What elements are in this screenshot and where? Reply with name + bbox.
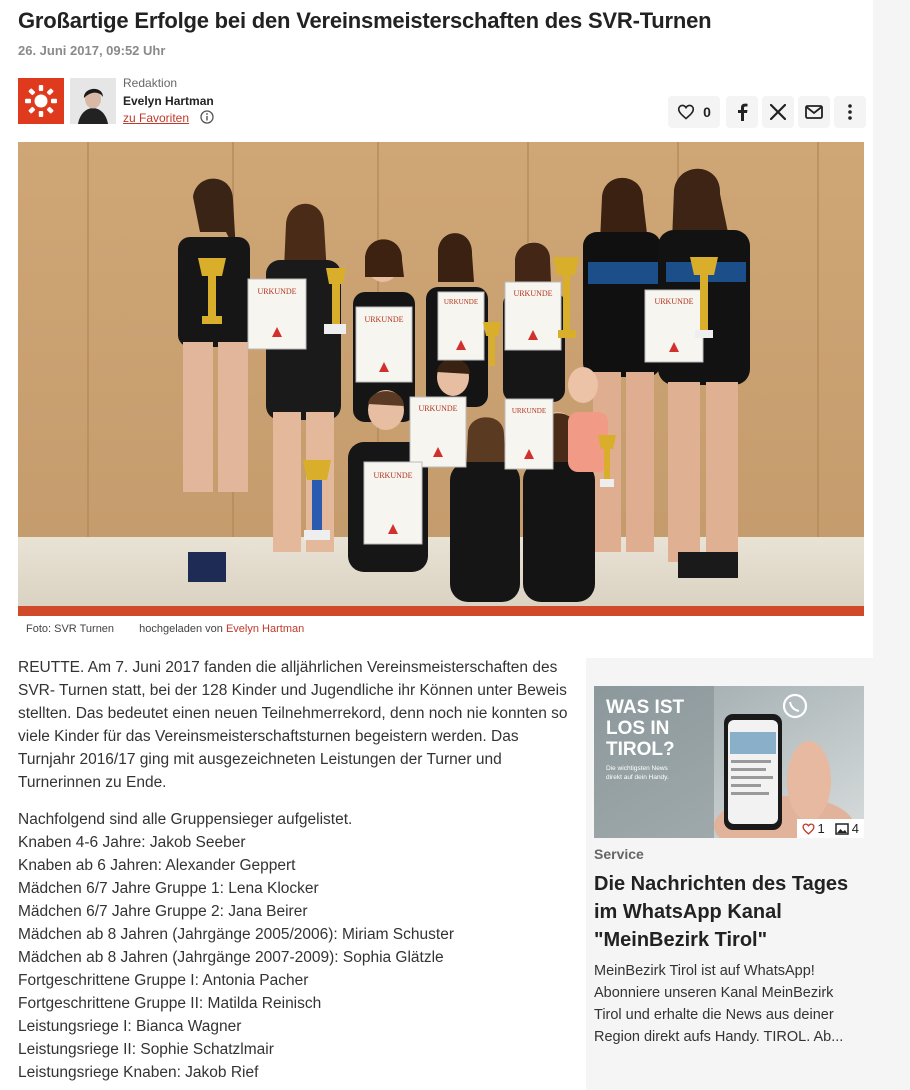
article-date: 26. Juni 2017, 09:52 Uhr bbox=[18, 43, 166, 58]
winner-list-item: Leistungsriege I: Bianca Wagner bbox=[18, 1018, 242, 1035]
winner-list-item: Knaben ab 6 Jahren: Alexander Geppert bbox=[18, 857, 296, 874]
svg-text:URKUNDE: URKUNDE bbox=[373, 471, 413, 480]
promo-image[interactable] bbox=[594, 686, 864, 838]
heart-icon bbox=[677, 104, 695, 120]
winner-list-item: Mädchen 6/7 Jahre Gruppe 1: Lena Klocker bbox=[18, 880, 319, 897]
article-body bbox=[18, 656, 578, 1084]
facebook-icon bbox=[735, 103, 749, 121]
promo-like-count: 1 bbox=[817, 821, 825, 836]
svg-text:URKUNDE: URKUNDE bbox=[654, 297, 694, 306]
promo-image-count: 4 bbox=[851, 821, 859, 836]
svg-text:Die wichtigsten News: Die wichtigsten News bbox=[606, 765, 668, 772]
add-to-favorites-link[interactable]: zu Favoriten bbox=[123, 111, 190, 125]
photo-caption bbox=[26, 623, 304, 635]
author-role: Redaktion bbox=[123, 76, 178, 90]
winner-list-item: Fortgeschrittene Gruppe I: Antonia Pacher bbox=[18, 972, 309, 989]
mail-icon bbox=[805, 105, 823, 119]
svg-text:URKUNDE: URKUNDE bbox=[513, 289, 553, 298]
svg-text:URKUNDE: URKUNDE bbox=[443, 298, 479, 306]
promo-badges bbox=[797, 819, 864, 838]
article-title: Großartige Erfolge bei den Vereinsmeisterschaften des SVR-Turnen bbox=[18, 8, 712, 33]
svg-text:LOS IN: LOS IN bbox=[606, 718, 670, 739]
winner-list-item: Mädchen 6/7 Jahre Gruppe 2: Jana Beirer bbox=[18, 903, 308, 920]
svg-text:URKUNDE: URKUNDE bbox=[418, 404, 458, 413]
svg-text:TIROL?: TIROL? bbox=[606, 739, 675, 760]
heart-icon bbox=[802, 823, 815, 835]
svg-text:direkt auf dein Handy.: direkt auf dein Handy. bbox=[606, 774, 669, 781]
x-icon bbox=[770, 104, 786, 120]
like-count: 0 bbox=[703, 104, 711, 120]
article-intro: REUTTE. Am 7. Juni 2017 fanden die alljährlichen Vereinsmeisterschaften des SVR- Turnen statt, bei der 128 Kinder und Jugendliche ihr Können unter Beweis stellten. Das bedeutet einen neuen Teilnehmerrekord, denn noch nie konnten so viele Kinder für das Vereinsmeisterschaftsturnen begeistern werden. Das Turnjahr 2016/17 ging mit ausgezeichneten Leistungen der Turner und Turnerinnen zu Ende. bbox=[18, 659, 568, 791]
publisher-logo-icon bbox=[18, 78, 64, 124]
winner-list-item: Mädchen ab 8 Jahren (Jahrgänge 2005/2006): Miriam Schuster bbox=[18, 926, 454, 943]
article-photo[interactable] bbox=[18, 142, 864, 616]
info-icon[interactable] bbox=[200, 110, 214, 124]
winner-list-item: Fortgeschrittene Gruppe II: Matilda Reinisch bbox=[18, 995, 322, 1012]
winner-list-item: Mädchen ab 8 Jahren (Jahrgänge 2007-2009): Sophia Glätzle bbox=[18, 949, 444, 966]
winners-list bbox=[18, 831, 578, 1084]
winner-list-item: Leistungsriege II: Sophie Schatzlmair bbox=[18, 1041, 274, 1058]
promo-image-badge bbox=[830, 819, 864, 838]
sidebar-article-title[interactable]: Die Nachrichten des Tages im WhatsApp Kanal "MeinBezirk Tirol" bbox=[594, 873, 849, 951]
share-email-button[interactable] bbox=[798, 96, 830, 128]
svg-text:URKUNDE: URKUNDE bbox=[511, 407, 547, 415]
publisher-logo[interactable] bbox=[18, 78, 64, 124]
whatsapp-promo-graphic bbox=[594, 686, 864, 838]
share-x-button[interactable] bbox=[762, 96, 794, 128]
more-options-button[interactable] bbox=[834, 96, 866, 128]
group-photo bbox=[18, 142, 864, 616]
share-facebook-button[interactable] bbox=[726, 96, 758, 128]
author-photo bbox=[70, 78, 116, 124]
page-right-margin bbox=[873, 0, 910, 1090]
like-button[interactable] bbox=[668, 96, 720, 128]
sidebar-article-teaser: MeinBezirk Tirol ist auf WhatsApp! Abonniere unseren Kanal MeinBezirk Tirol und erhalte die News aus deiner Region direkt aufs Handy. TIROL. Ab... bbox=[594, 963, 844, 1045]
svg-text:WAS IST: WAS IST bbox=[606, 697, 685, 718]
winner-list-item: Knaben 4-6 Jahre: Jakob Seeber bbox=[18, 834, 246, 851]
svg-text:URKUNDE: URKUNDE bbox=[364, 315, 404, 324]
uploaded-by-link[interactable]: Evelyn Hartman bbox=[225, 623, 305, 635]
author-name[interactable]: Evelyn Hartman bbox=[123, 94, 214, 108]
author-avatar[interactable] bbox=[70, 78, 116, 124]
more-icon bbox=[847, 103, 853, 121]
photo-credit: Foto: SVR Turnen bbox=[26, 623, 115, 635]
image-icon bbox=[835, 823, 849, 835]
uploaded-by-prefix: hochgeladen von bbox=[139, 623, 223, 635]
promo-like-badge bbox=[797, 819, 830, 838]
svg-text:URKUNDE: URKUNDE bbox=[257, 287, 297, 296]
list-intro: Nachfolgend sind alle Gruppensieger aufgelistet. bbox=[18, 811, 353, 828]
winner-list-item: Leistungsriege Knaben: Jakob Rief bbox=[18, 1064, 259, 1081]
sidebar-category[interactable]: Service bbox=[594, 846, 644, 862]
